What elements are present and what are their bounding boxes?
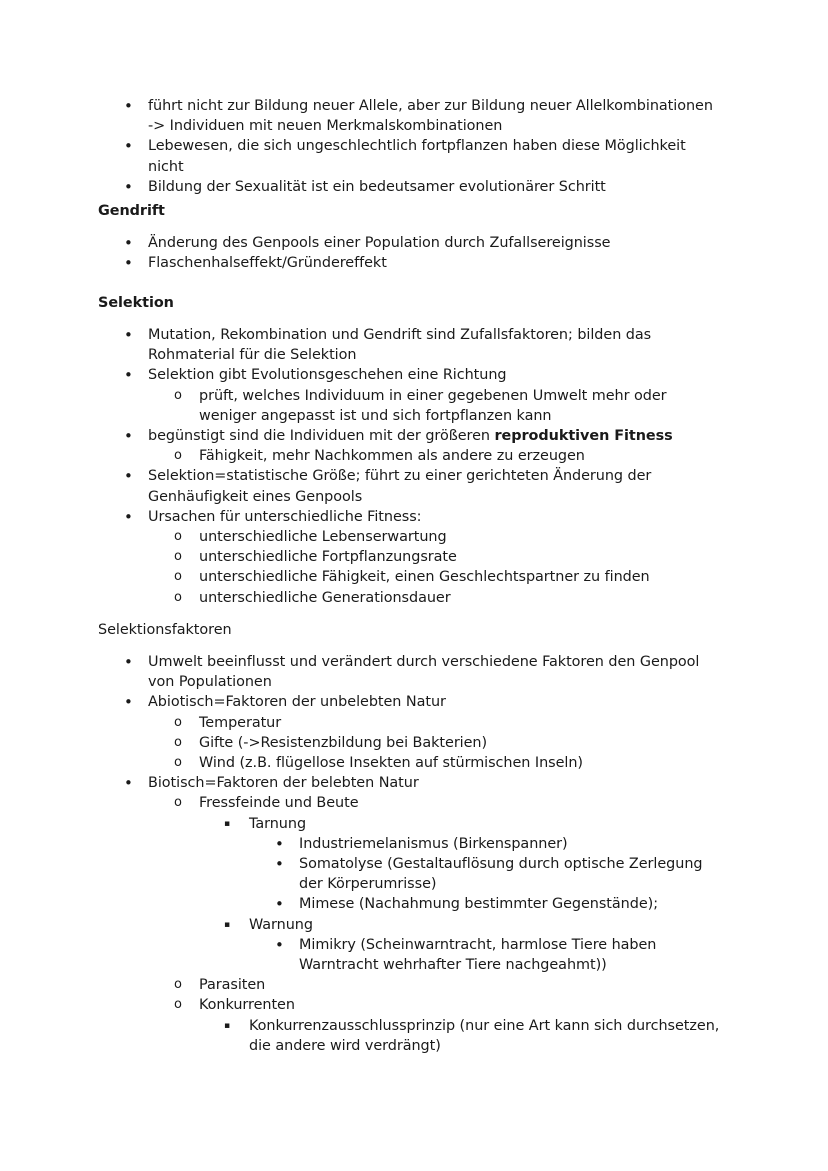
list-item-line: [148, 116, 502, 136]
list-item-text: begünstigt sind die Individuen mit der größeren: [148, 428, 495, 444]
bullet-marker: •: [124, 137, 133, 156]
bullet-marker: •: [124, 774, 133, 793]
bullet-marker: •: [124, 254, 133, 273]
bullet-marker: •: [275, 855, 284, 873]
list-item-text: Mimikry (Scheinwarntracht, harmlose Tiere haben: [299, 936, 657, 953]
list-item-line: [148, 426, 673, 446]
bullet-marker: •: [124, 467, 133, 486]
list-item-line: [148, 652, 699, 672]
list-item-text: Rohmaterial für die Selektion: [148, 347, 357, 364]
list-item-text: Konkurrenzausschlussprinzip (nur eine Art kann sich durchsetzen,: [249, 1017, 720, 1034]
list-item-text: weniger angepasst ist und sich fortpflanzen kann: [199, 407, 552, 424]
square-marker: ▪: [224, 818, 231, 829]
square-marker: ▪: [224, 919, 231, 930]
list-item-text: -> Individuen mit neuen Merkmalskombinationen: [148, 118, 503, 135]
list-item-line: [148, 487, 362, 507]
list-item-line: [148, 157, 184, 177]
list-item-text: unterschiedliche Fähigkeit, einen Geschlechtspartner zu finden: [199, 569, 650, 586]
bullet-marker: •: [124, 507, 133, 526]
list-item-line: [199, 975, 265, 995]
list-item-text: Parasiten: [199, 977, 266, 994]
list-item-line: [199, 527, 447, 547]
circle-marker: o: [174, 714, 182, 730]
list-item-text: die andere wird verdrängt): [249, 1037, 441, 1054]
list-item-line: [249, 915, 313, 935]
list-item-text: Temperatur: [199, 714, 282, 731]
list-item-text: Selektion gibt Evolutionsgeschehen eine Richtung: [148, 367, 507, 384]
list-item-line: [148, 233, 610, 253]
list-item-text: Warntracht wehrhafter Tiere nachgeahmt)): [299, 957, 607, 973]
list-item-line: [299, 874, 436, 894]
list-item-line: [199, 406, 552, 426]
list-item-text: Genhäufigkeit eines Genpools: [148, 488, 363, 505]
list-item-line: [199, 386, 667, 406]
emphasis-text: reproduktiven Fitness: [494, 428, 673, 444]
list-item-text: Somatolyse (Gestaltauflösung durch optische Zerlegung: [299, 856, 703, 872]
list-item-line: [148, 365, 506, 385]
list-item-text: Mimese (Nachahmung bestimmter Gegenstände);: [299, 896, 658, 913]
bullet-marker: •: [275, 895, 284, 914]
bullet-marker: •: [124, 653, 133, 671]
list-item-line: [199, 753, 583, 773]
bullet-marker: •: [124, 427, 133, 445]
list-item-text: Wind (z.B. flügellose Insekten auf stürmischen Inseln): [199, 755, 583, 771]
list-item-line: [249, 1036, 441, 1056]
list-item-text: Industriemelanismus (Birkenspanner): [299, 835, 568, 852]
list-item-text: führt nicht zur Bildung neuer Allele, aber zur Bildung neuer Allelkombinationen: [148, 98, 713, 114]
list-item-text: Gifte (->Resistenzbildung bei Bakterien): [199, 734, 488, 751]
circle-marker: o: [174, 549, 182, 565]
list-item-text: Tarnung: [249, 815, 307, 832]
section-heading: Gendrift: [98, 203, 165, 219]
circle-marker: o: [174, 755, 182, 770]
circle-marker: o: [174, 977, 182, 993]
list-item-line: [249, 1016, 719, 1036]
list-item-text: Abiotisch=Faktoren der unbelebten Natur: [148, 694, 446, 711]
list-item-text: von Populationen: [148, 674, 272, 691]
list-item-line: [199, 588, 451, 608]
list-item-text: prüft, welches Individuum in einer gegebenen Umwelt mehr oder: [199, 387, 667, 404]
section-heading: Selektionsfaktoren: [98, 622, 232, 638]
list-item-line: [199, 793, 359, 813]
list-item-line: [299, 955, 607, 975]
list-item-line: [199, 995, 295, 1015]
list-item-text: Änderung des Genpools einer Population durch Zufallsereignisse: [148, 235, 611, 251]
bullet-marker: •: [275, 834, 284, 853]
circle-marker: o: [174, 997, 182, 1013]
list-item-line: [299, 834, 568, 854]
list-item-text: Bildung der Sexualität ist ein bedeutsamer evolutionärer Schritt: [148, 178, 606, 195]
circle-marker: o: [174, 448, 182, 464]
circle-marker: o: [174, 589, 182, 605]
list-item-line: [148, 507, 421, 527]
list-item-line: [299, 935, 656, 955]
bullet-marker: •: [124, 326, 133, 344]
circle-marker: o: [174, 795, 182, 811]
list-item-line: [148, 672, 272, 692]
list-item-text: nicht: [148, 158, 184, 175]
list-item-text: Flaschenhalseffekt/Gründereffekt: [148, 255, 387, 272]
list-item-text: unterschiedliche Fortpflanzungsrate: [199, 549, 457, 566]
list-item-text: Konkurrenten: [199, 997, 295, 1014]
bullet-marker: •: [124, 177, 133, 196]
list-item-line: [299, 854, 702, 874]
list-item-line: [148, 325, 651, 345]
list-item-line: [199, 567, 650, 587]
list-item-text: Lebewesen, die sich ungeschlechtlich fortpflanzen haben diese Möglichkeit: [148, 138, 686, 155]
list-item-text: Warnung: [249, 916, 313, 933]
list-item-line: [148, 692, 446, 712]
list-item-line: [148, 773, 419, 793]
list-item-line: [199, 733, 487, 753]
list-item-line: [199, 713, 281, 733]
list-item-text: der Körperumrisse): [299, 876, 437, 893]
list-item-text: Umwelt beeinflusst und verändert durch verschiedene Faktoren den Genpool: [148, 654, 700, 670]
square-marker: ▪: [224, 1020, 231, 1031]
circle-marker: o: [174, 569, 182, 585]
list-item-line: [148, 96, 713, 116]
list-item-text: Fähigkeit, mehr Nachkommen als andere zu erzeugen: [199, 448, 585, 465]
list-item-text: Biotisch=Faktoren der belebten Natur: [148, 775, 419, 792]
list-item-text: Ursachen für unterschiedliche Fitness:: [148, 508, 422, 525]
list-item-text: unterschiedliche Lebenserwartung: [199, 529, 447, 545]
bullet-marker: •: [124, 693, 133, 712]
circle-marker: o: [174, 529, 182, 544]
list-item-line: [299, 894, 658, 914]
list-item-text: Selektion=statistische Größe; führt zu einer gerichteten Änderung der: [148, 468, 652, 485]
bullet-marker: •: [124, 97, 133, 115]
circle-marker: o: [174, 387, 182, 403]
list-item-line: [199, 547, 457, 567]
list-item-line: [249, 814, 306, 834]
bullet-marker: •: [124, 234, 133, 252]
list-item-text: Fressfeinde und Beute: [199, 795, 359, 812]
list-item-text: unterschiedliche Generationsdauer: [199, 589, 451, 606]
list-item-line: [148, 253, 387, 273]
list-item-line: [148, 466, 651, 486]
circle-marker: o: [174, 734, 182, 750]
list-item-line: [148, 136, 686, 156]
section-heading: Selektion: [98, 295, 174, 311]
list-item-line: [148, 345, 356, 365]
list-item-text: Mutation, Rekombination und Gendrift sind Zufallsfaktoren; bilden das: [148, 327, 652, 343]
list-item-line: [148, 177, 606, 197]
list-item-line: [199, 446, 585, 466]
bullet-marker: •: [275, 935, 284, 954]
bullet-marker: •: [124, 366, 133, 385]
